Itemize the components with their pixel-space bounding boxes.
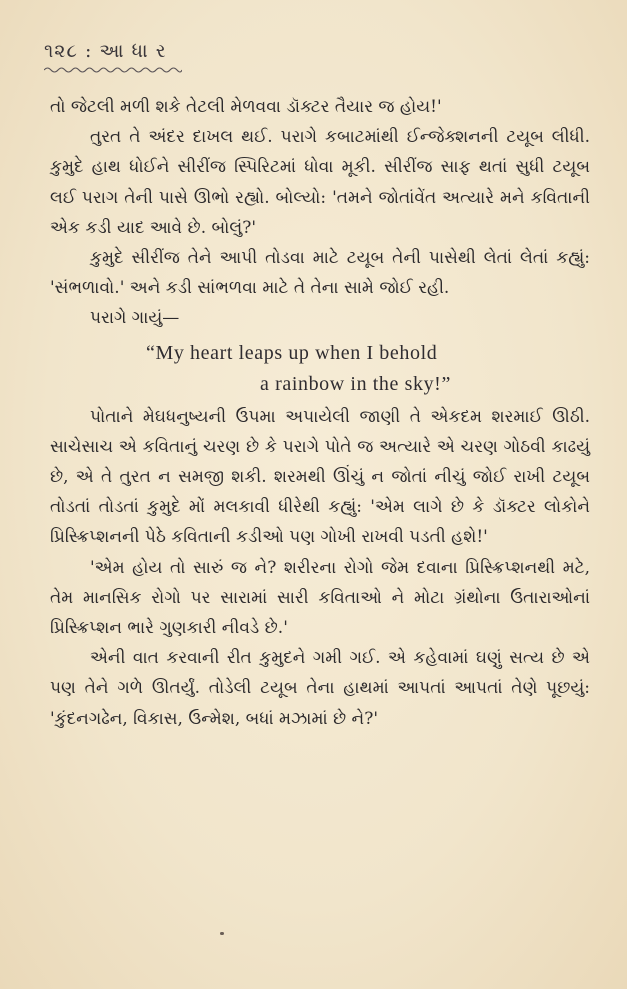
decorative-wavy-rule [44, 66, 182, 74]
paragraph-5: પોતાને મેઘધનુષ્યની ઉપમા અપાયેલી જાણી તે એકદમ શરમાઈ ઊઠી. સાચેસાચ એ કવિતાનું ચરણ છે કે પરાગે પોતે જ અત્યારે એ ચરણ ગોઠવી કાઢયું છે, એ તે તુરત ન સમજી શકી. શરમથી ઊંચું ન જોતાં નીચું જોઈ રાખી ટયૂબ તોડતાં તોડતાં કુમુદે મોં મલકાવી ધીરેથી કહ્યું: 'એમ લાગે છે કે ડૉક્ટર લોકોને પ્રિસ્ક્રિપ્શનની પેઠે કવિતાની કડીઓ પણ ગોખી રાખવી પડતી હશે!' [50, 406, 590, 548]
body-text [50, 92, 590, 734]
poem-quote-line-1: “My heart leaps up when I behold [146, 341, 438, 364]
print-speck [220, 932, 224, 935]
paragraph-6: 'એમ હોય તો સારું જ ને? શરીરના રોગો જેમ દવાના પ્રિસ્ક્રિપ્શનથી મટે, તેમ માનસિક રોગો પર સારામાં સારી કવિતાઓ ને મોટા ગ્રંથોના ઉતારાઓનાં પ્રિસ્ક્રિપ્શન ભારે ગુણકારી નીવડે છે.' [50, 557, 590, 639]
paragraph-1: તો જેટલી મળી શકે તેટલી મેળવવા ડૉક્ટર તૈયાર જ હોય!' [50, 97, 442, 117]
running-head: ૧૨૮ : આ ધા ર [44, 40, 167, 62]
paragraph-3: કુમુદે સીરીંજ તેને આપી તોડવા માટે ટયૂબ તેની પાસેથી લેતાં લેતાં કહ્યું: 'સંભળાવો.' અને કડી સાંભળવા માટે તે તેના સામે જોઈ રહી. [50, 248, 590, 299]
paragraph-7: એની વાત કરવાની રીત કુમુદને ગમી ગઈ. એ કહેવામાં ઘણું સત્ય છે એ પણ તેને ગળે ઊતર્યું. તોડેલી ટયૂબ તેના હાથમાં આપતાં આપતાં તેણે પૂછયું: 'કુંદનગઢેન, વિકાસ, ઉન્મેશ, બધાં મઝામાં છે ને?' [50, 648, 590, 729]
paragraph-2: તુરત તે અંદર દાખલ થઈ. પરાગે કબાટમાંથી ઈન્જેક્શનની ટયૂબ લીધી. કુમુદે હાથ ધોઈને સીરીંજ સ્પિરિટમાં ધોવા મૂકી. સીરીંજ સાફ થતાં સુધી ટયૂબ લઈ પરાગ તેની પાસે ઊભો રહ્યો. બોલ્યો: 'તમને જોતાંવેંત અત્યારે મને કવિતાની એક કડી યાદ આવે છે. બોલું?' [50, 127, 590, 238]
paragraph-4: પરાગે ગાયું— [90, 308, 180, 329]
poem-quote-line-2: a rainbow in the sky!” [260, 372, 451, 395]
